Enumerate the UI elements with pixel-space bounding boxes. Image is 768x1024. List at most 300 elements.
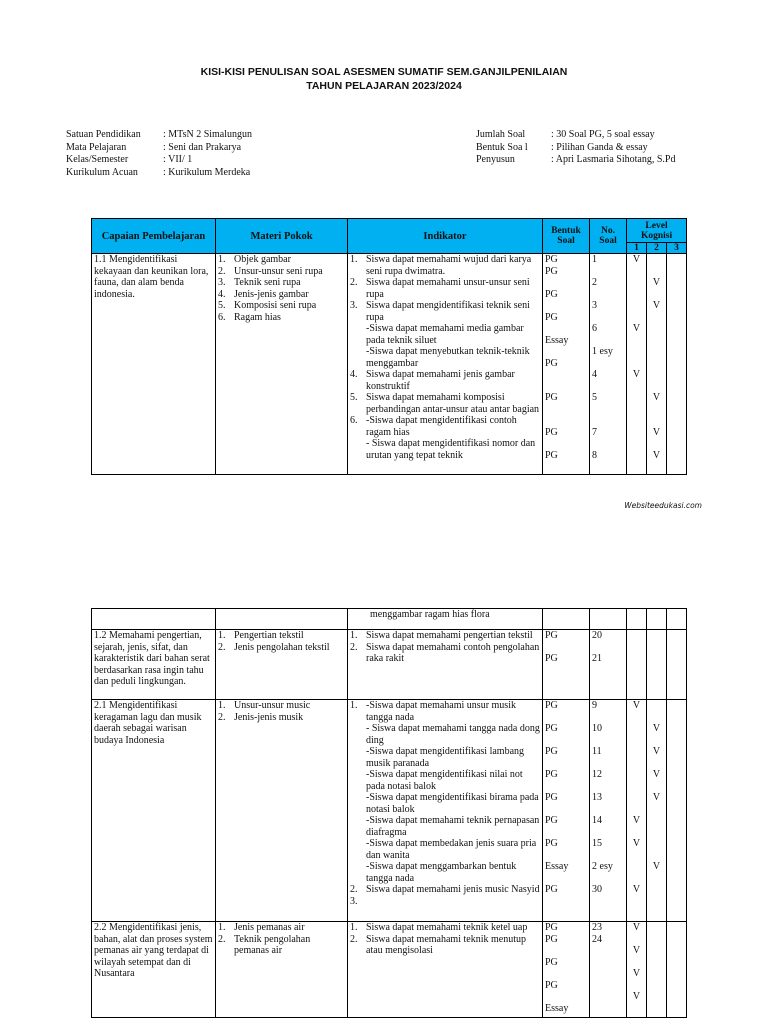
identity-value: : MTsN 2 Simalungun xyxy=(163,129,253,140)
list-item-number: 1. xyxy=(218,630,226,641)
stack-line xyxy=(647,712,666,724)
stack-line xyxy=(545,642,587,654)
list-item-text: Jenis pengolahan tekstil xyxy=(234,641,330,653)
list-item-number xyxy=(350,838,366,861)
no-soal-stack xyxy=(592,630,624,665)
stack-line: 10 xyxy=(592,723,602,734)
stack-line xyxy=(627,792,646,804)
stack-line xyxy=(647,438,666,450)
list-item xyxy=(350,346,540,369)
identity-key: Bentuk Soa l xyxy=(476,141,528,153)
continuation-cell: menggambar ragam hias flora xyxy=(348,609,543,630)
stack-line xyxy=(647,358,666,370)
identity-key: Mata Pelajaran xyxy=(66,141,127,153)
list-item-number xyxy=(350,769,366,792)
list-item xyxy=(350,300,540,323)
list-item xyxy=(350,642,540,665)
stack-line: PG xyxy=(545,746,558,757)
indikator-list xyxy=(350,630,540,665)
document-title-line2: TAHUN PELAJARAN 2023/2024 xyxy=(306,80,462,92)
stack-line xyxy=(647,735,666,747)
stack-line xyxy=(545,873,587,885)
list-item xyxy=(350,277,540,300)
stack-line xyxy=(545,381,587,393)
stack-line xyxy=(627,300,646,312)
table-row xyxy=(92,630,687,700)
list-item-number: 2. xyxy=(350,641,358,653)
stack-line: 21 xyxy=(592,653,602,664)
list-item xyxy=(218,712,345,724)
stack-line xyxy=(647,254,666,266)
stack-line xyxy=(647,850,666,862)
list-item-text: Unsur-unsur music xyxy=(234,700,311,711)
stack-line: Essay xyxy=(545,1002,569,1014)
stack-line: V xyxy=(652,449,661,461)
level3-cell xyxy=(667,254,687,475)
stack-line: PG xyxy=(545,630,558,641)
stack-line: V xyxy=(652,861,661,872)
document-title-line1: KISI-KISI PENULISAN SOAL ASESMEN SUMATIF SEM.GANJILPENILAIAN xyxy=(200,66,568,78)
list-item-text: -Siswa dapat memahami media gambar pada teknik siluet xyxy=(366,323,524,346)
stack-line xyxy=(592,335,624,347)
materi-cell xyxy=(216,922,348,1018)
stack-line: PG xyxy=(545,884,558,895)
level2-cell xyxy=(647,630,667,700)
stack-line xyxy=(627,861,646,873)
stack-line xyxy=(627,957,646,969)
level1-cell xyxy=(627,700,647,922)
stack-line xyxy=(627,735,646,747)
stack-line xyxy=(647,700,666,712)
stack-line xyxy=(592,266,624,278)
level3-cell xyxy=(667,630,687,700)
list-item-text: Siswa dapat memahami jenis gambar konstruktif xyxy=(366,369,515,392)
identity-value: : 30 Soal PG, 5 soal essay xyxy=(551,129,655,140)
stack-line: PG xyxy=(545,700,558,711)
list-item-text: Teknik pengolahan pemanas air xyxy=(234,933,311,956)
stack-line xyxy=(592,358,624,370)
stack-line xyxy=(647,804,666,816)
list-item-text: Siswa dapat memahami wujud dari karya seni rupa dwimatra. xyxy=(366,254,532,277)
list-item xyxy=(350,792,540,815)
list-item-number: 6. xyxy=(350,415,358,426)
list-item-number: 3. xyxy=(350,895,358,907)
stack-line xyxy=(647,827,666,839)
list-item xyxy=(350,861,540,884)
stack-line: Essay xyxy=(545,861,569,872)
stack-line xyxy=(545,758,587,770)
stack-line xyxy=(627,827,646,839)
list-item-number: 1. xyxy=(350,254,358,265)
identity-value: : Seni dan Prakarya xyxy=(163,141,242,153)
list-item-text: - Siswa dapat mengidentifikasi nomor dan urutan yang tepat teknik xyxy=(366,438,536,461)
stack-line xyxy=(545,968,587,980)
stack-line: 1 esy xyxy=(592,346,613,357)
identity-row xyxy=(476,129,675,142)
stack-line: PG xyxy=(545,933,558,945)
stack-line xyxy=(592,404,624,416)
stack-line xyxy=(545,991,587,1003)
list-item xyxy=(350,896,540,908)
header-bentuk-soal: Bentuk Soal xyxy=(543,219,590,254)
list-item xyxy=(218,254,345,266)
list-item-number xyxy=(350,346,366,369)
identity-value: : Kurikulum Merdeka xyxy=(163,166,251,178)
list-item xyxy=(350,922,540,934)
list-item-number: 2. xyxy=(218,933,226,945)
stack-line xyxy=(627,980,646,992)
identity-key: Kurikulum Acuan xyxy=(66,166,138,178)
stack-line xyxy=(592,827,624,839)
list-item-number xyxy=(350,792,366,815)
stack-line: 6 xyxy=(592,323,597,334)
header-no-soal: No. Soal xyxy=(590,219,627,254)
stack-line xyxy=(647,346,666,358)
level1-stack xyxy=(627,700,646,896)
indikator-list xyxy=(350,700,540,907)
stack-line: 5 xyxy=(592,392,597,403)
stack-line: PG xyxy=(545,838,558,849)
materi-cell xyxy=(216,254,348,475)
capaian-cell: 1.1 Mengidentifikasi kekayaan dan keunikan lora, fauna, dan alam benda indonesia. xyxy=(92,254,216,475)
stack-line xyxy=(592,312,624,324)
stack-line xyxy=(545,300,587,312)
bentuk-stack xyxy=(545,254,587,461)
stack-line: V xyxy=(652,392,661,403)
materi-cell xyxy=(216,630,348,700)
stack-line: PG xyxy=(545,653,558,664)
level2-cell xyxy=(647,922,667,1018)
stack-line: 9 xyxy=(592,700,597,711)
stack-line xyxy=(627,312,646,324)
capaian-cell: 2.1 Mengidentifikasi keragaman lagu dan musik daerah sebagai warisan budaya Indonesia xyxy=(92,700,216,922)
stack-line: V xyxy=(652,426,661,438)
stack-line: V xyxy=(652,300,661,311)
indikator-cell xyxy=(348,700,543,922)
stack-line: 23 xyxy=(592,922,602,933)
materi-list xyxy=(218,254,345,323)
header-level-kognisi: Level Kognisi xyxy=(627,219,687,243)
stack-line xyxy=(627,850,646,862)
identity-row xyxy=(476,142,675,155)
stack-line: V xyxy=(632,945,641,956)
stack-line xyxy=(627,335,646,347)
stack-line: V xyxy=(652,277,661,288)
level2-cell xyxy=(647,254,667,475)
list-item xyxy=(218,289,345,301)
kisi-kisi-table-page1 xyxy=(91,218,687,475)
stack-line: V xyxy=(652,769,661,780)
list-item xyxy=(350,438,540,461)
stack-line xyxy=(592,712,624,724)
stack-line: V xyxy=(632,838,641,849)
stack-line xyxy=(627,934,646,946)
stack-line: V xyxy=(632,700,641,711)
list-item-text: Jenis-jenis musik xyxy=(234,711,304,723)
stack-line xyxy=(592,850,624,862)
stack-line: PG xyxy=(545,254,558,265)
list-item xyxy=(350,769,540,792)
list-item xyxy=(218,300,345,312)
list-item xyxy=(350,723,540,746)
stack-line xyxy=(627,358,646,370)
list-item-text: Siswa dapat memahami teknik menutup atau mengisolasi xyxy=(366,933,526,956)
stack-line xyxy=(545,945,587,957)
no-soal-cell xyxy=(590,700,627,922)
stack-line xyxy=(647,312,666,324)
list-item-number: 1. xyxy=(350,700,358,711)
list-item-number xyxy=(350,723,366,746)
stack-line: V xyxy=(652,723,661,734)
stack-line xyxy=(545,850,587,862)
stack-line: 20 xyxy=(592,630,602,641)
stack-line xyxy=(647,381,666,393)
list-item xyxy=(218,266,345,278)
indikator-cell xyxy=(348,254,543,475)
list-item xyxy=(350,323,540,346)
header-level-3: 3 xyxy=(667,243,687,254)
stack-line: V xyxy=(632,922,641,933)
stack-line xyxy=(592,873,624,885)
list-item-text: Objek gambar xyxy=(234,254,291,265)
table-row xyxy=(92,609,687,630)
no-soal-cell xyxy=(590,254,627,475)
bentuk-cell xyxy=(543,630,590,700)
stack-line: PG xyxy=(545,979,558,991)
list-item-number: 6. xyxy=(218,311,226,323)
identity-row xyxy=(66,167,252,180)
stack-line: 13 xyxy=(592,792,602,803)
level3-cell xyxy=(667,700,687,922)
stack-line xyxy=(647,335,666,347)
list-item-number xyxy=(350,815,366,838)
identity-value: : Pilihan Ganda & essay xyxy=(551,141,648,153)
stack-line: V xyxy=(632,991,641,1002)
kisi-kisi-table-page2 xyxy=(91,608,687,1018)
no-soal-cell xyxy=(590,630,627,700)
list-item-text: Siswa dapat mengidentifikasi teknik seni rupa xyxy=(366,300,530,323)
stack-line xyxy=(627,277,646,289)
list-item-number: 2. xyxy=(350,277,358,288)
list-item xyxy=(218,312,345,324)
stack-line xyxy=(545,404,587,416)
stack-line xyxy=(592,438,624,450)
list-item xyxy=(350,815,540,838)
list-item-text: Teknik seni rupa xyxy=(234,277,301,288)
list-item-text: - Siswa dapat memahami tangga nada dong ding xyxy=(366,723,540,746)
stack-line xyxy=(592,415,624,427)
list-item-number: 5. xyxy=(350,392,358,403)
stack-line xyxy=(592,642,624,654)
list-item-number: 2. xyxy=(350,933,358,945)
list-item-text: -Siswa dapat mengidentifikasi nilai not pada notasi balok xyxy=(366,769,523,792)
stack-line: PG xyxy=(545,723,558,734)
list-item-text: -Siswa dapat mengidentifikasi birama pada notasi balok xyxy=(366,792,539,815)
level1-stack xyxy=(627,922,646,1003)
no-soal-stack xyxy=(592,254,624,461)
stack-line: 3 xyxy=(592,300,597,311)
list-item-text: Komposisi seni rupa xyxy=(234,300,317,311)
level1-cell xyxy=(627,922,647,1018)
stack-line: PG xyxy=(545,426,558,438)
website-watermark: Websiteedukasi.com xyxy=(624,501,702,510)
list-item xyxy=(350,630,540,642)
stack-line xyxy=(627,873,646,885)
list-item-text: Siswa dapat memahami jenis music Nasyid xyxy=(366,884,540,895)
stack-line: 2 xyxy=(592,277,597,288)
stack-line: PG xyxy=(545,392,558,403)
list-item-number: 2. xyxy=(218,265,226,277)
list-item-text: Pengertian tekstil xyxy=(234,630,304,641)
list-item-number: 3. xyxy=(218,277,226,288)
list-item xyxy=(350,934,540,957)
no-soal-cell xyxy=(590,922,627,1018)
stack-line: 11 xyxy=(592,746,602,757)
stack-line: V xyxy=(632,254,641,265)
list-item xyxy=(350,838,540,861)
list-item xyxy=(218,922,345,934)
stack-line: PG xyxy=(545,922,558,933)
stack-line xyxy=(545,346,587,358)
stack-line: PG xyxy=(545,956,558,968)
stack-line xyxy=(592,804,624,816)
identity-row xyxy=(66,142,252,155)
indikator-cell xyxy=(348,922,543,1018)
capaian-cell: 2.2 Mengidentifikasi jenis, bahan, alat dan proses system pemanas air yang terdapat di wilayah setempat dan di Nusantara xyxy=(92,922,216,1018)
stack-line xyxy=(592,289,624,301)
stack-line xyxy=(627,346,646,358)
stack-line: 24 xyxy=(592,933,602,945)
stack-line xyxy=(647,289,666,301)
list-item-number xyxy=(350,323,366,346)
header-level-1: 1 xyxy=(627,243,647,254)
identity-left xyxy=(66,129,252,179)
list-item-number: 5. xyxy=(218,300,226,311)
stack-line: 1 xyxy=(592,254,597,265)
list-item-number: 4. xyxy=(350,369,358,380)
level2-stack xyxy=(647,700,666,873)
identity-value: : Apri Lasmaria Sihotang, S.Pd xyxy=(551,154,676,165)
stack-line: 2 esy xyxy=(592,861,613,872)
stack-line: V xyxy=(652,746,661,757)
stack-line: V xyxy=(632,815,641,826)
list-item-number xyxy=(350,746,366,769)
list-item xyxy=(218,934,345,957)
list-item xyxy=(350,254,540,277)
stack-line: 7 xyxy=(592,426,597,438)
stack-line: 15 xyxy=(592,838,602,849)
list-item-number: 2. xyxy=(350,884,358,895)
stack-line xyxy=(647,781,666,793)
capaian-cell: 1.2 Memahami pengertian, sejarah, jenis, sifat, dan karakteristik dari bahan serat berdasarkan rasa ingin tahu dan peduli lingkungan. xyxy=(92,630,216,700)
stack-line: V xyxy=(632,884,641,895)
stack-line xyxy=(592,735,624,747)
list-item-text: Siswa dapat memahami komposisi perbandingan antar-unsur atau antar bagian xyxy=(366,392,540,415)
stack-line xyxy=(627,712,646,724)
list-item-number: 2. xyxy=(218,711,226,723)
list-item-number: 1. xyxy=(350,922,358,933)
header-level-2: 2 xyxy=(647,243,667,254)
list-item xyxy=(350,884,540,896)
stack-line xyxy=(545,781,587,793)
stack-line xyxy=(647,323,666,335)
stack-line xyxy=(545,735,587,747)
identity-key: Kelas/Semester xyxy=(66,154,129,165)
stack-line: PG xyxy=(545,815,558,826)
stack-line xyxy=(647,815,666,827)
stack-line: PG xyxy=(545,449,558,461)
list-item xyxy=(218,630,345,642)
stack-line xyxy=(545,415,587,427)
stack-line: 8 xyxy=(592,449,597,461)
stack-line: V xyxy=(632,369,641,380)
identity-row xyxy=(66,154,252,167)
list-item-number: 1. xyxy=(218,922,226,933)
identity-row xyxy=(476,154,675,167)
list-item-text: -Siswa dapat memahami teknik pernapasan diafragma xyxy=(366,815,540,838)
list-item-text: Jenis pemanas air xyxy=(234,922,305,933)
stack-line xyxy=(647,758,666,770)
list-item xyxy=(350,700,540,723)
list-item-number: 4. xyxy=(218,288,226,300)
stack-line: PG xyxy=(545,311,558,323)
header-capaian: Capaian Pembelajaran xyxy=(92,219,216,254)
stack-line: PG xyxy=(545,792,558,803)
no-soal-stack xyxy=(592,700,624,896)
level1-stack xyxy=(627,254,646,381)
stack-line xyxy=(647,369,666,381)
list-item-text: -Siswa dapat menggambarkan bentuk tangga nada xyxy=(366,861,517,884)
bentuk-stack xyxy=(545,630,587,665)
stack-line xyxy=(627,289,646,301)
stack-line xyxy=(627,746,646,758)
identity-key: Satuan Pendidikan xyxy=(66,129,141,140)
stack-line: 30 xyxy=(592,884,602,895)
table-row xyxy=(92,700,687,922)
stack-line xyxy=(545,369,587,381)
stack-line xyxy=(545,712,587,724)
list-item-text: Ragam hias xyxy=(234,311,281,323)
list-item-text: -Siswa dapat mengidentifikasi lambang musik paranada xyxy=(366,746,525,769)
list-item xyxy=(350,746,540,769)
table-row xyxy=(92,254,687,475)
materi-cell xyxy=(216,700,348,922)
level1-cell xyxy=(627,630,647,700)
identity-value: : VII/ 1 xyxy=(163,154,193,165)
list-item xyxy=(218,700,345,712)
list-item-text: Siswa dapat memahami teknik ketel uap xyxy=(366,922,528,933)
list-item-text: -Siswa dapat menyebutkan teknik-teknik menggambar xyxy=(366,346,530,369)
stack-line: PG xyxy=(545,357,558,369)
materi-list xyxy=(218,922,345,957)
level2-cell xyxy=(647,700,667,922)
stack-line xyxy=(545,804,587,816)
materi-list xyxy=(218,630,345,653)
list-item-number xyxy=(350,438,366,461)
stack-line xyxy=(647,838,666,850)
stack-line xyxy=(627,769,646,781)
stack-line xyxy=(545,323,587,335)
stack-line: PG xyxy=(545,265,558,277)
identity-right xyxy=(476,129,675,167)
list-item-text: Jenis-jenis gambar xyxy=(234,288,309,300)
list-item xyxy=(350,369,540,392)
header-indikator: Indikator xyxy=(348,219,543,254)
stack-line xyxy=(627,723,646,735)
list-item-number: 2. xyxy=(218,641,226,653)
list-item-text: Siswa dapat memahami unsur-unsur seni rupa xyxy=(366,277,530,300)
bentuk-cell xyxy=(543,922,590,1018)
